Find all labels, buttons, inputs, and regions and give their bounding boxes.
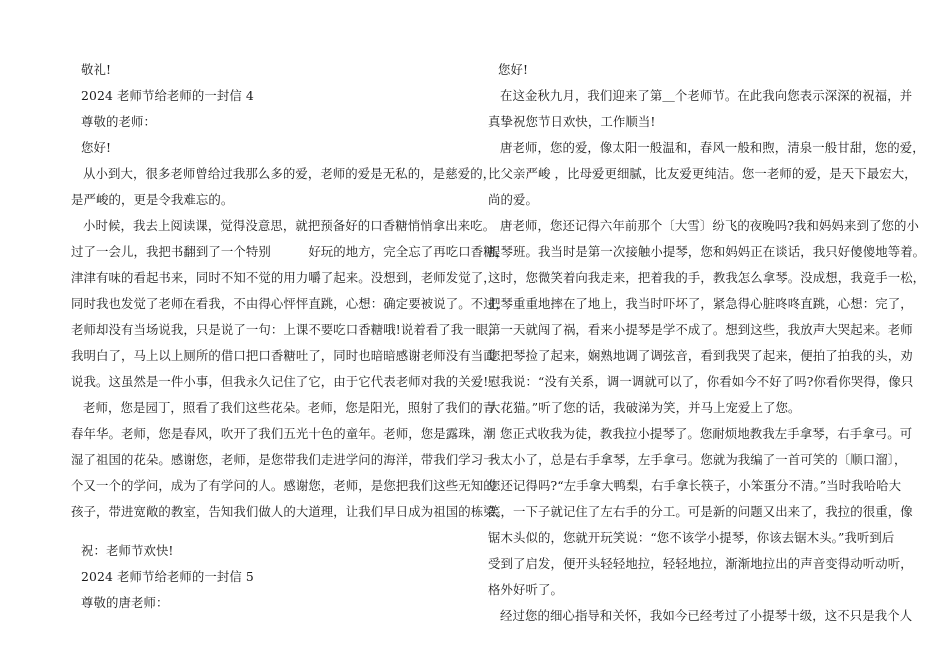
paragraph-line: 第一天就闯了祸，看来小提琴是学不成了。想到这些，我放声大哭起来。老师 [488, 322, 913, 337]
salutation: 尊敬的唐老师： [81, 595, 169, 610]
paragraph-line: 受到了启发，便开头轻轻地拉，轻轻地拉，渐渐地拉出的声音变得动听动听， [488, 556, 913, 571]
letter-heading: 2024 老师节给老师的一封信 5 [81, 569, 254, 584]
paragraph-line: 我明白了，马上以上厕所的借口把口香糖吐了，同时也暗暗感谢老师没有当面 [71, 348, 496, 363]
paragraph-line: 大花猫。”听了您的话，我破涕为笑，并马上宠爱上了您。 [488, 400, 801, 415]
paragraph-line: 您正式收我为徒，教我拉小提琴了。您耐烦地教我左手拿琴，右手拿弓。可 [500, 426, 913, 441]
paragraph-line: 我太小了，总是右手拿琴，左手拿弓。您就为我编了一首可笑的〔顺口溜〕， [488, 452, 907, 467]
paragraph-line: 津津有味的看起书来，同时不知不觉的用力嚼了起来。没想到，老师发觉了， [71, 270, 496, 285]
paragraph-line: 您把琴捡了起来，娴熟地调了调弦音，看到我哭了起来，便拍了拍我的头，劝 [488, 348, 913, 363]
closing-salute: 敬礼! [81, 62, 112, 77]
paragraph-line: 从小到大，很多老师曾给过我那么多的爱，老师的爱是无私的，是慈爱的， [83, 166, 496, 181]
paragraph-line: 比父亲严峻 ，比母爱更细腻，比友爱更纯洁。您一老师的爱，是天下最宏大， [488, 166, 917, 181]
paragraph-line: 过了一会儿，我把书翻到了一个特别 好玩的地方，完全忘了再吃口香糖， [71, 244, 509, 259]
salutation: 尊敬的老师： [81, 114, 156, 129]
paragraph-line: 提琴班。我当时是第一次接触小提琴，您和妈妈正在谈话，我只好傻傻地等着。 [488, 244, 926, 259]
paragraph-line: 小时候，我去上阅读课，觉得没意思，就把预备好的口香糖悄悄拿出来吃。 [83, 218, 496, 233]
paragraph-line: 笑，一下子就记住了左右手的分工。可是新的问题又出来了，我拉的很重，像 [488, 504, 913, 519]
greeting: 您好! [81, 140, 112, 155]
paragraph-line: 唐老师，您的爱，像太阳一般温和，春风一般和煦，清泉一般甘甜，您的爱， [500, 140, 925, 155]
paragraph-line: 锯木头似的，您就开玩笑说：“您不该学小提琴，你该去锯木头。”我听到后 [488, 530, 895, 545]
paragraph-line: 湿了祖国的花朵。感谢您，老师，是您带我们走进学问的海洋，带我们学习一 [71, 452, 496, 467]
paragraph-line: 把琴重重地摔在了地上，我当时吓坏了，紧急得心脏咚咚直跳，心想：完了， [488, 296, 913, 311]
paragraph-line: 说我。这虽然是一件小事，但我永久记住了它，由于它代表老师对我的关爱! [71, 374, 489, 389]
paragraph-line: 是严峻的，更是令我难忘的。 [71, 192, 234, 207]
paragraph-line: 老师，您是园丁，照看了我们这些花朵。老师，您是阳光，照射了我们的青 [83, 400, 496, 415]
paragraph-line: 春年华。老师，您是春风，吹开了我们五光十色的童年。老师，您是露珠，潮 [71, 426, 496, 441]
paragraph-line: 您还记得吗?“左手拿大鸭梨，右手拿长筷子，小笨蛋分不清。”当时我哈哈大 [488, 478, 902, 493]
paragraph-line: 孩子，带进宽敞的教室，告知我们做人的大道理，让我们早日成为祖国的栋梁。 [71, 504, 509, 519]
paragraph-line: 经过您的细心指导和关怀，我如今已经考过了小提琴十级，这不只是我个人 [500, 608, 913, 623]
paragraph-line: 格外好听了。 [488, 582, 563, 597]
closing-wish: 祝：老师节欢快! [81, 543, 174, 558]
paragraph-line: 老师却没有当场说我，只是说了一句：上课不要吃口香糖哦!说着看了我一眼， [71, 322, 501, 337]
paragraph-line: 在这金秋九月，我们迎来了第＿个老师节。在此我向您表示深深的祝福，并 [500, 88, 913, 103]
paragraph-line: 尚的爱。 [488, 192, 538, 207]
paragraph-line: 真挚祝您节日欢快，工作顺当! [488, 114, 656, 129]
paragraph-line: 同时我也发觉了老师在看我，不由得心怦怦直跳，心想：确定要被说了。不过， [71, 296, 509, 311]
paragraph-line: 个又一个的学问，成为了有学问的人。感谢您，老师，是您把我们这些无知的 [71, 478, 496, 493]
paragraph-line: 唐老师，您还记得六年前那个〔大雪〕纷飞的夜晚吗?我和妈妈来到了您的小 [500, 218, 919, 233]
greeting: 您好! [498, 62, 529, 77]
paragraph-line: 慰我说：“没有关系，调一调就可以了，你看如今不好了吗?你看你哭得，像只 [488, 374, 914, 389]
letter-heading: 2024 老师节给老师的一封信 4 [81, 88, 254, 103]
paragraph-line: 这时，您微笑着向我走来，把着我的手，教我怎么拿琴。没成想，我竟手一松， [488, 270, 926, 285]
